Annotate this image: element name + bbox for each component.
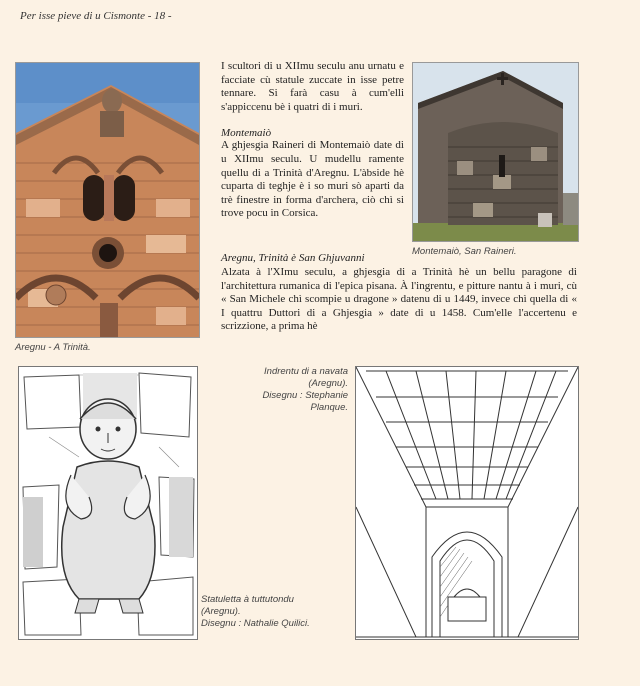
drawing-nave-interior [355, 366, 579, 640]
caption-statuette-line-2: (Aregnu). [201, 606, 241, 617]
caption-aregnu-trinita: Aregnu - A Trinità. [15, 342, 91, 353]
church-facade-image [16, 63, 199, 337]
caption-navata-line-3: Disegnu : Stephanie Planque. [262, 390, 348, 413]
caption-navata [236, 366, 348, 414]
nave-sketch [356, 367, 578, 639]
section-text-montemaio: A ghjesgia Raineri di Montemaiò date di u XIImu seculu. U mudellu ramente quellu di a Trinità d'Aregnu. L'àbside hè cuparta di teghje è i so muri sò aparti da trè finestre in forma d'archera, ciò chì si trove pocu in Corsica. [221, 139, 404, 220]
statuette-sketch [19, 367, 197, 639]
section-heading-aregnu: Aregnu, Trinità è San Ghjuvanni [221, 252, 365, 264]
section-text-aregnu: Alzata à l'XImu seculu, a ghjesgia di a Trinità hè un bellu paragone di l'architettura rumanica di l'epica pisana. À l'ingrentu, e pitture nantu à i muri, cù « San Michele chì scompie u dragone » datenu di u 1449, invece chì quella di « I quattru Duttori di a Ghjesgia » date di u 1458. Cum'elle l'accertenu e scrizzione, a prima hè [221, 266, 577, 333]
running-title: Per isse pieve di u Cismonte - 18 - [20, 10, 172, 22]
church-apse-image [413, 63, 578, 241]
caption-statuette-line-3: Disegnu : Nathalie Quilici. [201, 618, 310, 629]
caption-statuette-line-1: Statuletta à tuttutondu [201, 594, 294, 605]
drawing-statuette [18, 366, 198, 640]
caption-montemaio: Montemaiò, San Raineri. [412, 246, 517, 257]
caption-statuette [201, 594, 310, 630]
photo-aregnu-trinita [15, 62, 200, 338]
caption-navata-line-1: Indrentu di a navata [264, 366, 348, 377]
section-heading-montemaio: Montemaiò [221, 127, 272, 140]
photo-montemaio-san-raineri [412, 62, 579, 242]
caption-navata-line-2: (Aregnu). [308, 378, 348, 389]
intro-paragraph: I scultori di u XIImu seculu anu urnatu e facciate cù statule zuccate in isse petre tennare. Si farà casu à cum'elli s'appiccenu bè i quatri di i muri. [221, 60, 404, 113]
